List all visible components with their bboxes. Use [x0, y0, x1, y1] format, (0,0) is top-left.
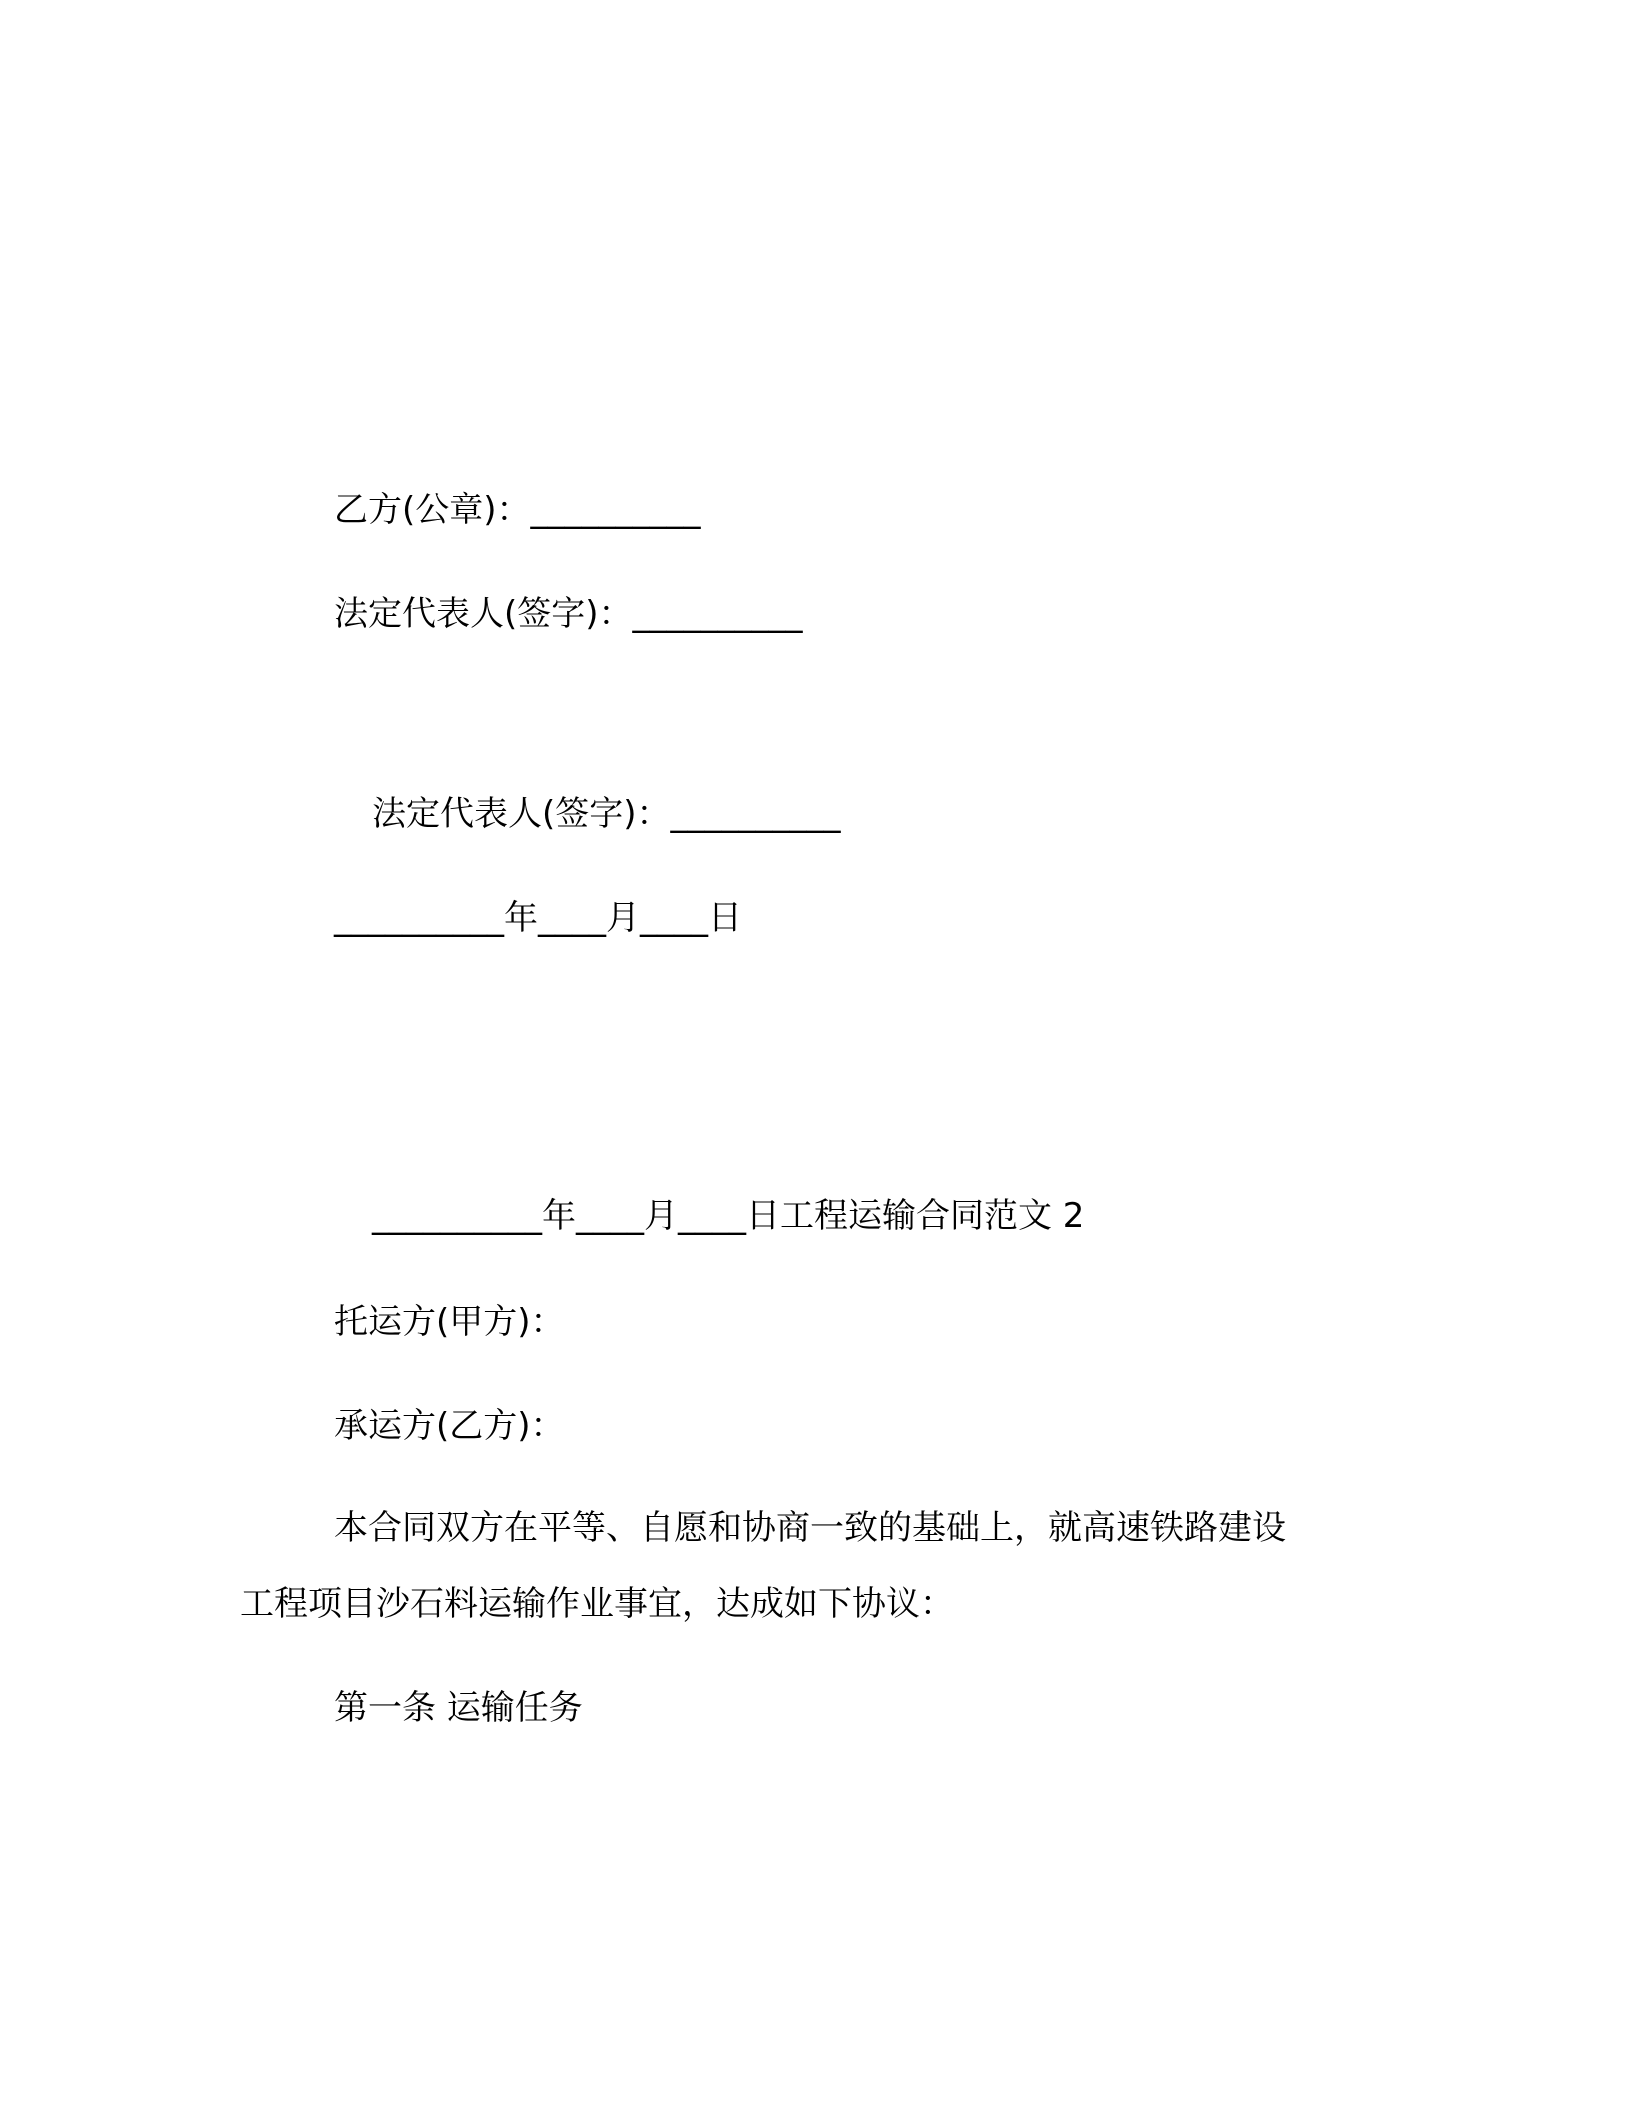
intro-paragraph-line-1: 本合同双方在平等、自愿和协商一致的基础上，就高速铁路建设: [334, 1508, 1286, 1548]
article-1-heading: 第一条 运输任务: [334, 1688, 583, 1728]
date-line: __________年____月____日: [334, 898, 742, 938]
legal-representative-line: 法定代表人(签字)：__________: [334, 594, 803, 634]
intro-paragraph-line-2: 工程项目沙石料运输作业事宜，达成如下协议：: [240, 1584, 954, 1624]
consignor-line: 托运方(甲方)：: [334, 1302, 565, 1342]
party-b-seal-line: 乙方(公章)：__________: [334, 490, 701, 530]
carrier-line: 承运方(乙方)：: [334, 1406, 565, 1446]
contract-title: __________年____月____日工程运输合同范文 2: [372, 1196, 1085, 1236]
legal-representative-line-2: 法定代表人(签字)：__________: [372, 794, 841, 834]
